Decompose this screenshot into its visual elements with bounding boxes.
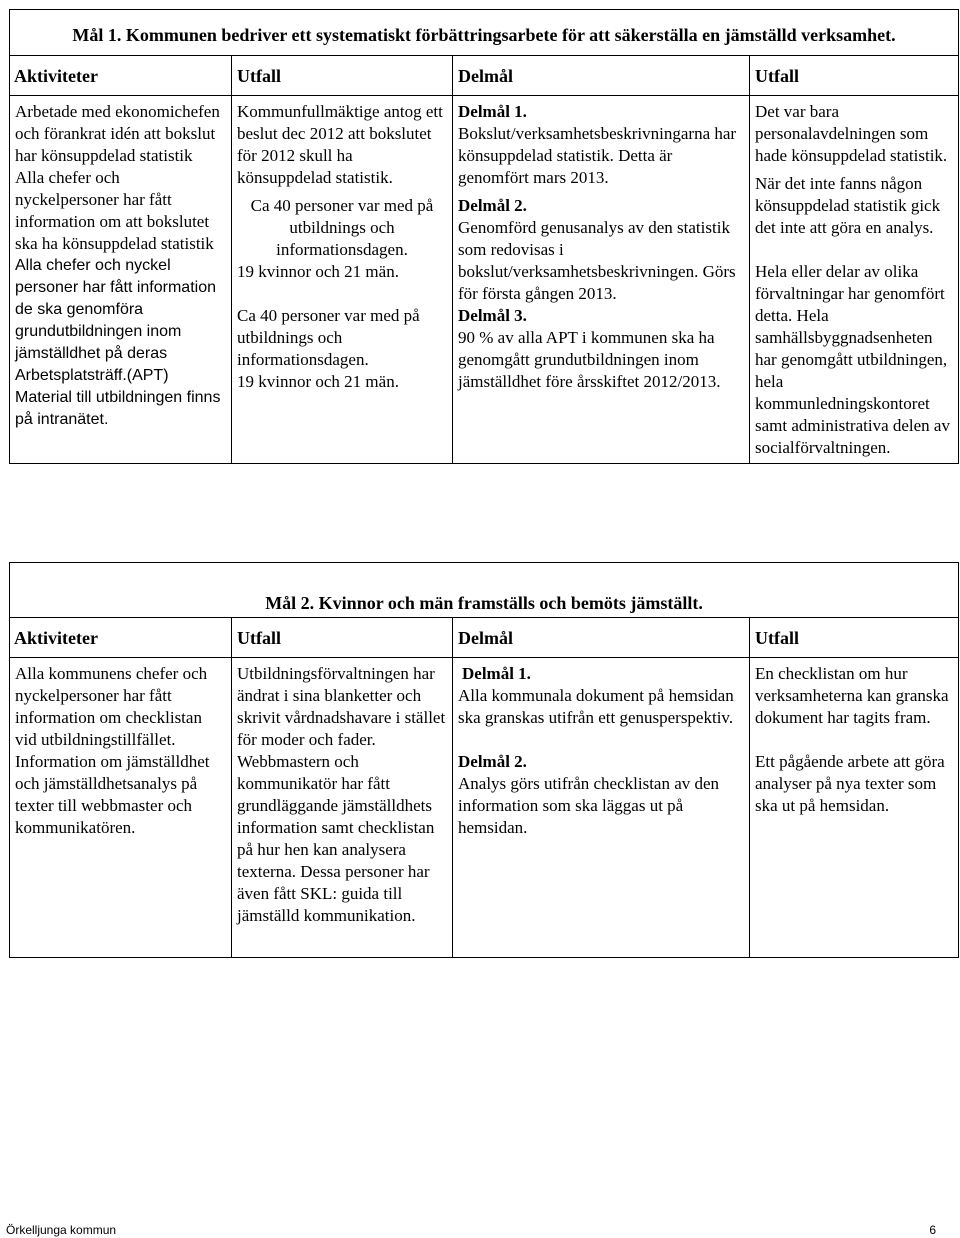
goal-2-subgoals-cell [453, 658, 750, 958]
activity-text: Alla chefer och nyckelpersoner har fått information om att bokslutet ska ha könsuppdelad statistik [15, 168, 214, 253]
header-result: Utfall [750, 618, 959, 658]
activity-text: Alla chefer och nyckel personer har fått information de ska genomföra grundutbildningen inom jämställdhet på deras Arbetsplatsträff.(APT) Material till utbildningen finns på intranätet. [15, 257, 221, 428]
goal-1-results-cell [750, 96, 959, 464]
goal-1-table [9, 9, 959, 464]
goal-1-outcomes-cell [232, 96, 453, 464]
goal-2-header-row [10, 618, 959, 658]
subgoal-text: Analys görs utifrån checklistan av den information som ska läggas ut på hemsidan. [458, 774, 720, 837]
goal-1-activities-cell [10, 96, 232, 464]
goal-1-subgoals-cell [453, 96, 750, 464]
result-text: Det var bara personalavdelningen som hade könsuppdelad statistik. [755, 102, 948, 165]
header-result: Utfall [750, 56, 959, 96]
page-number: 6 [929, 1223, 936, 1237]
header-activities: Aktiviteter [10, 56, 232, 96]
outcome-text: Webbmastern och kommunikatör har fått grundläggande jämställdhets information samt checklistan på hur hen kan analysera texterna. Dessa personer har även fått SKL: guida till jämställd kommunikation. [237, 752, 435, 925]
subgoal-label: Delmål 1. [458, 102, 527, 121]
subgoal-label: Delmål 2. [458, 752, 527, 771]
result-text: Ett pågående arbete att göra analyser på nya texter som ska ut på hemsidan. [755, 752, 945, 815]
header-outcome: Utfall [232, 618, 453, 658]
result-text: En checklistan om hur verksamheterna kan granska dokument har tagits fram. [755, 664, 949, 727]
result-text: Hela eller delar av olika förvaltningar har genomfört detta. Hela samhällsbyggnadsenheten har genomgått utbildningen, hela kommunledningskontoret samt administrativa delen av socialförvaltningen. [755, 262, 950, 457]
result-text: När det inte fanns någon könsuppdelad statistik gick det inte att göra en analys. [755, 174, 941, 237]
subgoal-text: Alla kommunala dokument på hemsidan ska granskas utifrån ett genusperspektiv. [458, 686, 734, 727]
goal-1-content-row [10, 96, 959, 464]
goal-2-results-cell [750, 658, 959, 958]
subgoal-text: Genomförd genusanalys av den statistik som redovisas i bokslut/verksamhetsbeskrivningen. Görs för första gången 2013. [458, 218, 736, 303]
outcome-text: Ca 40 personer var med på utbildnings och informationsdagen. [250, 196, 434, 259]
goal-2-table [9, 562, 959, 958]
outcome-text: Utbildningsförvaltningen har ändrat i sina blanketter och skrivit vårdnadshavare i stället för moder och fader. [237, 664, 446, 749]
footer-organization: Örkelljunga kommun [6, 1223, 117, 1237]
outcome-text: 19 kvinnor och 21 män. [237, 372, 399, 391]
subgoal-label: Delmål 2. [458, 196, 527, 215]
subgoal-label: Delmål 3. [458, 306, 527, 325]
goal-2-title: Mål 2. Kvinnor och män framställs och bemöts jämställt. [10, 563, 959, 618]
goal-2-outcomes-cell [232, 658, 453, 958]
outcome-text: Ca 40 personer var med på utbildnings och informationsdagen. [237, 306, 420, 369]
goal-1-header-row [10, 56, 959, 96]
subgoal-text: 90 % av alla APT i kommunen ska ha genomgått grundutbildningen inom jämställdhet före årsskiftet 2012/2013. [458, 328, 721, 391]
header-outcome: Utfall [232, 56, 453, 96]
page-footer [6, 1222, 936, 1238]
header-subgoal: Delmål [453, 618, 750, 658]
goal-2-activities-cell [10, 658, 232, 958]
header-subgoal: Delmål [453, 56, 750, 96]
goal-2-content-row [10, 658, 959, 958]
activity-text: Arbetade med ekonomichefen och förankrat idén att bokslut har könsuppdelad statistik [15, 102, 220, 165]
activity-text: Alla kommunens chefer och nyckelpersoner har fått information om checklistan vid utbildningstillfället. [15, 664, 208, 749]
subgoal-text: Bokslut/verksamhetsbeskrivningarna har könsuppdelad statistik. Detta är genomfört mars 2013. [458, 124, 737, 187]
goal-1-title: Mål 1. Kommunen bedriver ett systematiskt förbättringsarbete för att säkerställa en jämställd verksamhet. [10, 10, 959, 56]
outcome-text: 19 kvinnor och 21 män. [237, 262, 399, 281]
outcome-text: Kommunfullmäktige antog ett beslut dec 2012 att bokslutet för 2012 skull ha könsuppdelad statistik. [237, 102, 443, 187]
activity-text: Information om jämställdhet och jämställdhetsanalys på texter till webbmaster och kommunikatören. [15, 752, 210, 837]
header-activities: Aktiviteter [10, 618, 232, 658]
subgoal-label: Delmål 1. [462, 664, 531, 683]
